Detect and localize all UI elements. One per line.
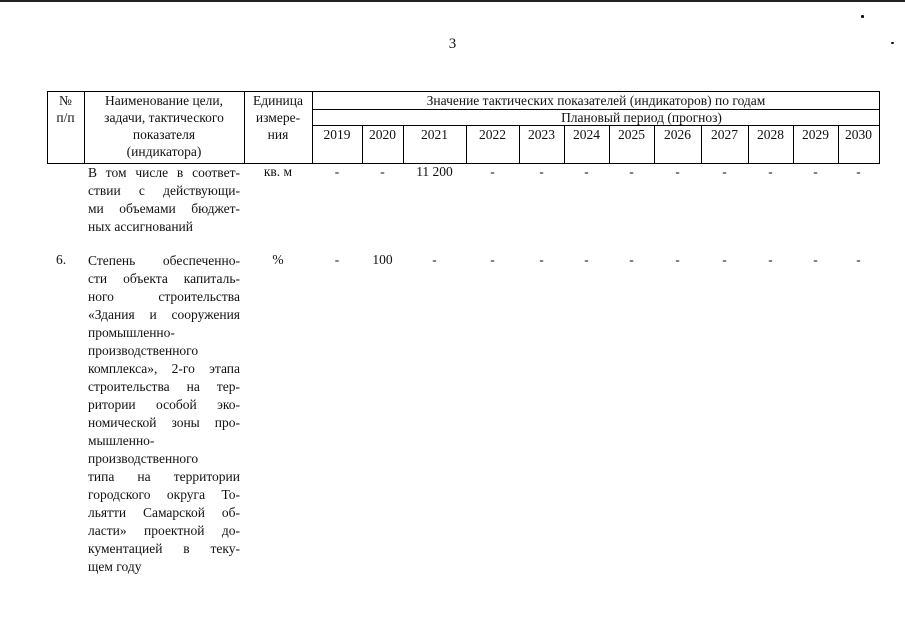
value-cell: - [334, 252, 340, 267]
year-header: 2028 [757, 127, 784, 142]
name-line: производственного [88, 343, 199, 358]
header-line: Наименование цели, [104, 93, 224, 108]
year-header: 2021 [421, 127, 448, 142]
value-cell: - [675, 164, 680, 179]
scan-top-edge [0, 0, 905, 2]
value-cell: - [490, 252, 495, 267]
name-line: строительства на тер- [88, 379, 240, 394]
value-cell: 11 200 [416, 164, 453, 179]
header-name-col [84, 92, 244, 160]
year-header: 2030 [845, 127, 872, 142]
name-line: ных ассигнований [88, 219, 193, 234]
header-line: (индикатора) [126, 144, 202, 159]
value-cell: - [675, 252, 680, 267]
year-header: 2027 [711, 127, 738, 142]
year-header: 2024 [573, 127, 600, 142]
value-cell: - [813, 252, 818, 267]
name-line: «Здания и сооружения [88, 307, 240, 322]
name-line: ритории особой эко- [88, 397, 240, 412]
value-cell: - [768, 164, 773, 179]
name-line: сти объекта капиталь- [88, 271, 240, 286]
name-line: ного строительства [88, 289, 240, 304]
value-cell: - [539, 252, 544, 267]
value-cell: - [856, 252, 861, 267]
year-header: 2026 [664, 127, 691, 142]
name-line: городского округа То- [88, 487, 240, 502]
value-cell: - [722, 164, 727, 179]
year-header: 2020 [369, 127, 396, 142]
header-line: измере- [255, 110, 301, 125]
value-cell: - [856, 164, 861, 179]
name-line: щем году [88, 559, 142, 574]
indicator-name [88, 252, 240, 576]
name-line: типа на территории [88, 469, 240, 484]
name-line: Степень обеспеченно- [88, 253, 240, 268]
header-line: задачи, тактического [104, 110, 224, 125]
value-cell: - [490, 164, 495, 179]
year-header: 2029 [802, 127, 829, 142]
name-line: мышленно- [88, 433, 155, 448]
name-line: ми объемами бюджет- [88, 201, 240, 216]
name-line: комплекса», 2-го этапа [88, 361, 240, 376]
name-line: кументацией в теку- [88, 541, 240, 556]
header-num-col [47, 92, 84, 126]
indicator-unit: % [272, 252, 284, 267]
value-cell: 100 [372, 252, 393, 267]
year-header: 2025 [618, 127, 645, 142]
value-cell: - [432, 252, 437, 267]
header-line: ния [267, 127, 289, 142]
value-cell: - [334, 164, 340, 179]
name-line: В том числе в соответ- [88, 165, 240, 180]
value-cell: - [584, 164, 589, 179]
year-header: 2023 [528, 127, 555, 142]
name-line: номической зоны про- [88, 415, 240, 430]
value-cell: - [629, 252, 634, 267]
header-values-title: Значение тактических показателей (индикаторов) по годам [426, 93, 766, 108]
value-cell: - [629, 164, 634, 179]
name-line: производственного [88, 451, 199, 466]
name-line: ласти» проектной до- [88, 523, 240, 538]
value-cell: - [722, 252, 727, 267]
scan-speck [861, 15, 864, 18]
value-cell: - [813, 164, 818, 179]
header-planning-period: Плановый период (прогноз) [561, 110, 722, 125]
header-line: п/п [56, 110, 75, 125]
value-cell: - [380, 164, 385, 179]
header-line: показателя [132, 127, 196, 142]
row-number: 6. [56, 252, 67, 267]
page-number: 3 [448, 36, 457, 52]
name-line: ствии с действующи- [88, 183, 240, 198]
value-cell: - [768, 252, 773, 267]
header-line: Единица [252, 93, 303, 108]
value-cell: - [539, 164, 544, 179]
year-header: 2022 [479, 127, 506, 142]
name-line: льятти Самарской об- [88, 505, 240, 520]
name-line: промышленно- [88, 325, 175, 340]
indicator-name [88, 164, 240, 236]
year-header: 2019 [323, 127, 351, 142]
value-cell: - [584, 252, 589, 267]
header-unit-col [244, 92, 312, 143]
indicator-unit: кв. м [263, 164, 293, 179]
header-line: № [59, 93, 72, 108]
